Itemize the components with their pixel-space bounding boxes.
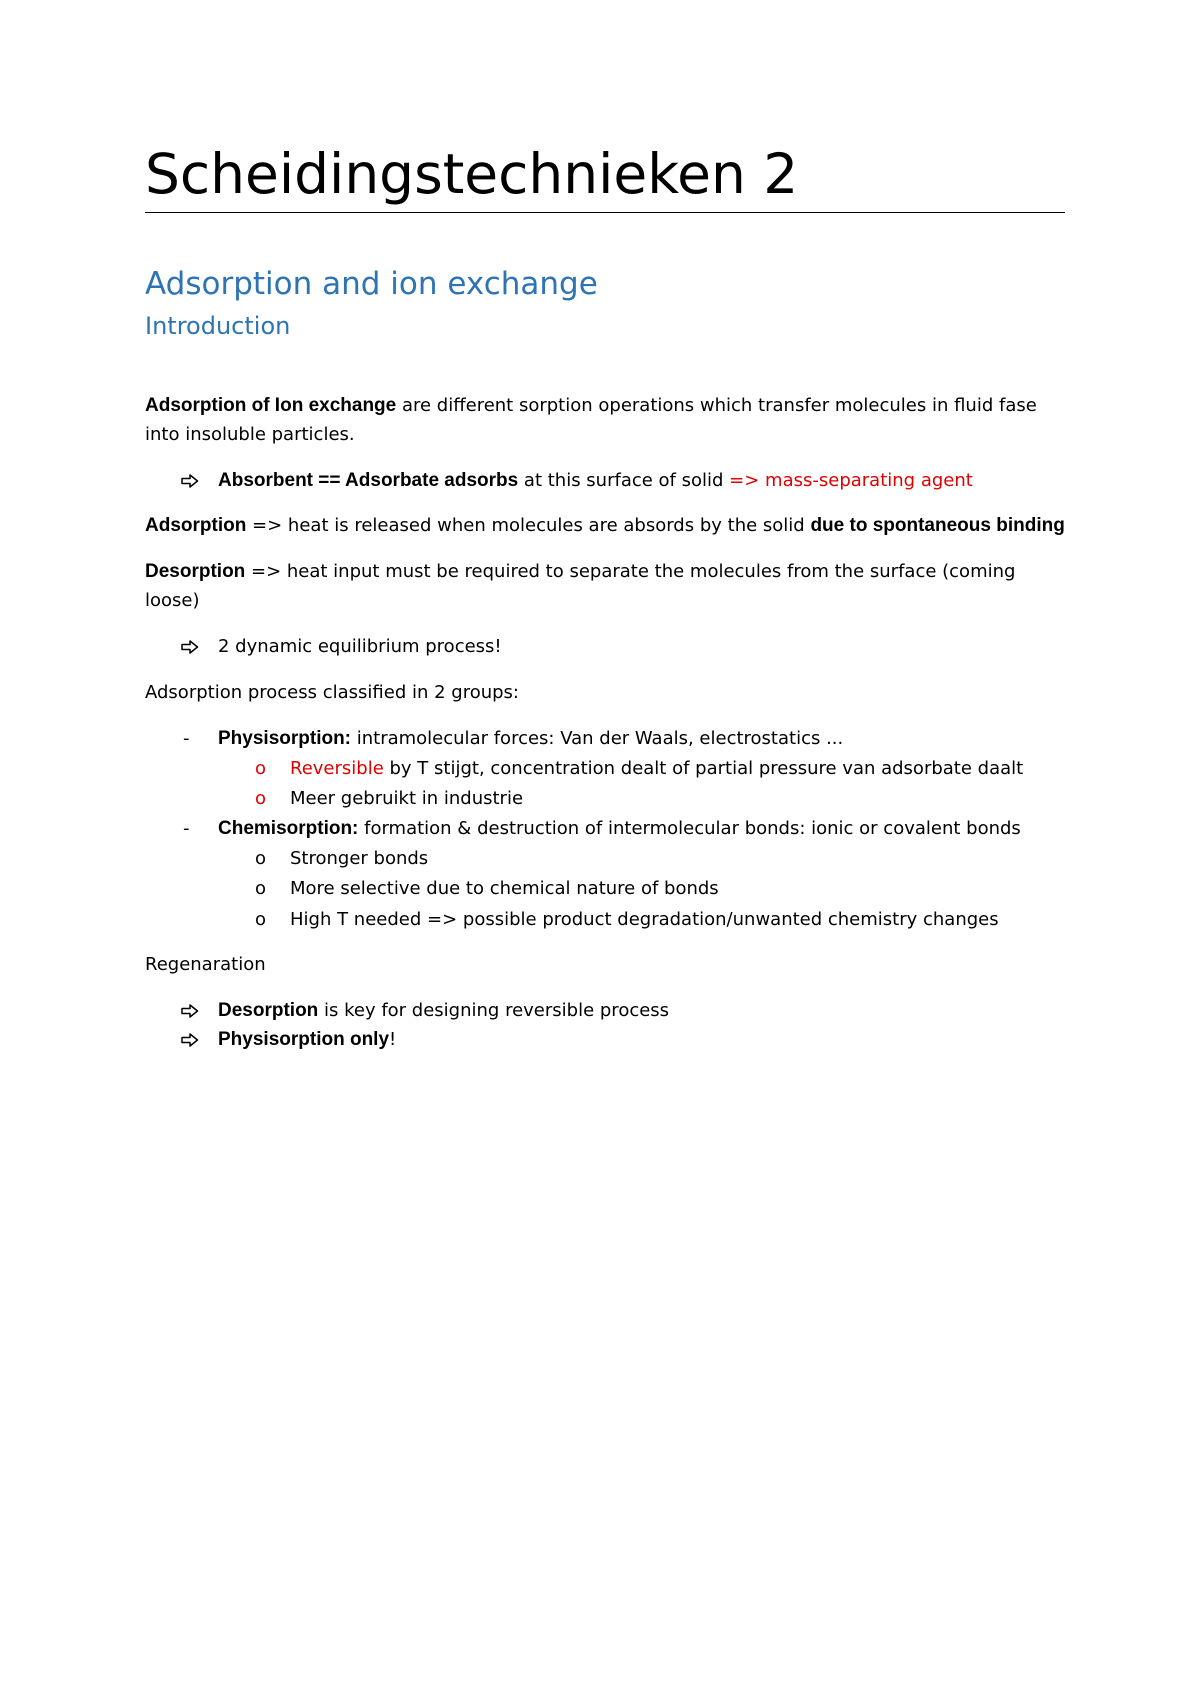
- sub-item-more-selective: More selective due to chemical nature of bonds: [290, 878, 719, 899]
- sub-item-reversible: [290, 754, 1023, 783]
- hollow-right-arrow-icon: [181, 1025, 203, 1054]
- paragraph-desorption: [145, 557, 1065, 615]
- arrow-item-desorption-key: [218, 996, 669, 1025]
- mass-separating-agent: => mass-separating agent: [729, 470, 973, 491]
- heading-adsorption-ion-exchange: Adsorption and ion exchange: [145, 266, 598, 302]
- physisorption-only-bold: Physisorption only: [218, 1029, 390, 1050]
- sub-item-industrie: Meer gebruikt in industrie: [290, 788, 524, 809]
- chemisorption-bold: Chemisorption:: [218, 818, 359, 839]
- sub-bullet: o: [255, 878, 267, 899]
- desorption-key-bold: Desorption: [218, 1000, 319, 1021]
- hollow-right-arrow-icon: [181, 996, 203, 1025]
- physisorption-only-text: !: [389, 1029, 397, 1050]
- arrow-item-absorbent: [218, 466, 973, 495]
- hollow-right-arrow-icon: [181, 632, 203, 661]
- desorption-text: => heat input must be required to separate the molecules from the surface (coming loose): [145, 561, 1016, 611]
- paragraph-intro: [145, 391, 1065, 449]
- arrow-item-physisorption-only: [218, 1025, 396, 1054]
- paragraph-adsorption: [145, 511, 1065, 540]
- spontaneous-binding-bold: due to spontaneous binding: [810, 515, 1065, 536]
- sub-bullet: o: [255, 758, 267, 779]
- hollow-right-arrow-icon: [181, 466, 203, 495]
- reversible-red: Reversible: [290, 758, 384, 779]
- absorbent-bold: Absorbent == Adsorbate adsorbs: [218, 470, 519, 491]
- sub-bullet: o: [255, 848, 267, 869]
- paragraph-classified: Adsorption process classified in 2 groups:: [145, 682, 520, 703]
- list-dash: -: [183, 728, 190, 749]
- sub-item-stronger-bonds: Stronger bonds: [290, 848, 429, 869]
- list-item-physisorption: [218, 724, 843, 753]
- sub-item-high-t: High T needed => possible product degradation/unwanted chemistry changes: [290, 909, 999, 930]
- adsorption-text: => heat is released when molecules are absords by the solid: [246, 515, 811, 536]
- paragraph-regenaration: Regenaration: [145, 954, 266, 975]
- reversible-text: by T stijgt, concentration dealt of partial pressure van adsorbate daalt: [383, 758, 1024, 779]
- arrow-item-equilibrium: 2 dynamic equilibrium process!: [218, 636, 502, 657]
- chemisorption-text: formation & destruction of intermolecular bonds: ionic or covalent bonds: [358, 818, 1021, 839]
- adsorption-bold: Adsorption: [145, 515, 247, 536]
- absorbent-text: at this surface of solid: [518, 470, 730, 491]
- desorption-bold: Desorption: [145, 561, 246, 582]
- sub-bullet: o: [255, 909, 267, 930]
- list-dash: -: [183, 818, 190, 839]
- heading-introduction: Introduction: [145, 312, 291, 340]
- intro-bold: Adsorption of Ion exchange: [145, 395, 397, 416]
- document-title: Scheidingstechnieken 2: [145, 140, 1065, 213]
- physisorption-bold: Physisorption:: [218, 728, 352, 749]
- sub-bullet: o: [255, 788, 267, 809]
- physisorption-text: intramolecular forces: Van der Waals, electrostatics ...: [351, 728, 844, 749]
- desorption-key-text: is key for designing reversible process: [318, 1000, 670, 1021]
- list-item-chemisorption: [218, 814, 1021, 843]
- intro-text: are different sorption operations which transfer molecules in fluid fase into insoluble particles.: [145, 395, 1037, 445]
